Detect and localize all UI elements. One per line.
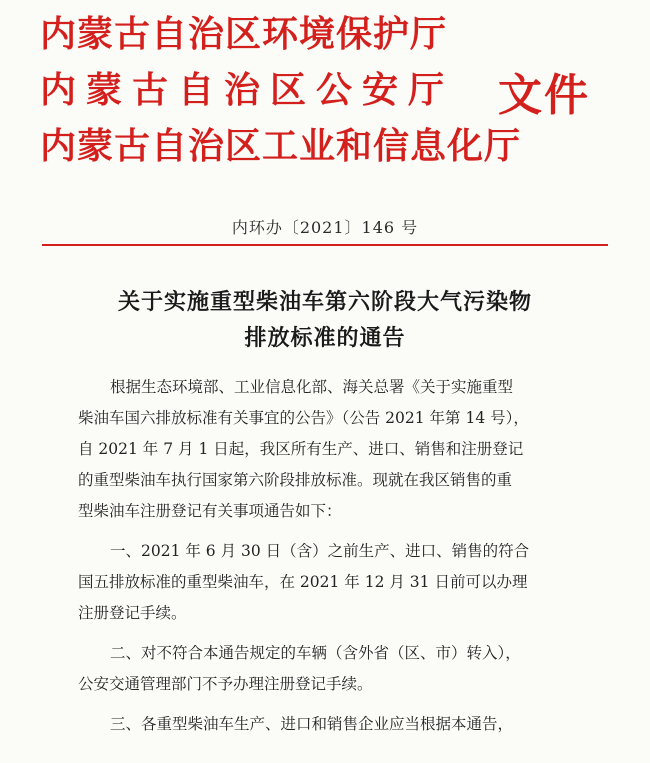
- paragraph-item-1: [78, 536, 628, 629]
- text-line: 注册登记手续。: [78, 604, 187, 622]
- issuer-public-security-dept: 内蒙古自治区公安厅: [40, 69, 455, 111]
- title-line-2: 排放标准的通告: [244, 325, 406, 351]
- text-line: 的重型柴油车执行国家第六阶段排放标准。现就在我区销售的重: [78, 471, 513, 489]
- text-line: 二、对不符合本通告规定的车辆（含外省（区、市）转入），: [110, 644, 521, 662]
- text-line: 柴油车国六排放标准有关事宜的公告》（公告 2021 年第 14 号），: [78, 409, 529, 427]
- document-title: [0, 284, 650, 356]
- text-line: 公安交通管理部门不予办理注册登记手续。: [78, 675, 373, 693]
- text-line: 根据生态环境部、工业信息化部、海关总署《关于实施重型: [110, 378, 514, 396]
- paragraph-intro: [78, 372, 628, 527]
- title-line-1: 关于实施重型柴油车第六阶段大气污染物: [117, 289, 532, 315]
- text-line: 一、2021 年 6 月 30 日（含）之前生产、进口、销售的符合: [110, 542, 530, 560]
- paragraph-item-2: [78, 638, 628, 700]
- text-line: 三、各重型柴油车生产、进口和销售企业应当根据本通告，: [110, 715, 514, 733]
- issuer-environmental-protection-dept: 内蒙古自治区环境保护厅: [40, 13, 448, 55]
- paragraph-item-3: [78, 709, 628, 740]
- text-line: 自 2021 年 7 月 1 日起，我区所有生产、进口、销售和注册登记: [78, 440, 524, 458]
- document-word: 文件: [498, 70, 590, 121]
- document-body: [78, 372, 628, 740]
- text-line: 型柴油车注册登记有关事项通告如下：: [78, 502, 342, 520]
- document-number: 内环办〔2021〕146 号: [231, 218, 419, 237]
- text-line: 国五排放标准的重型柴油车，在 2021 年 12 月 31 日前可以办理: [78, 573, 528, 591]
- red-separator-line: [42, 244, 608, 246]
- issuer-industry-it-dept: 内蒙古自治区工业和信息化厅: [40, 125, 522, 167]
